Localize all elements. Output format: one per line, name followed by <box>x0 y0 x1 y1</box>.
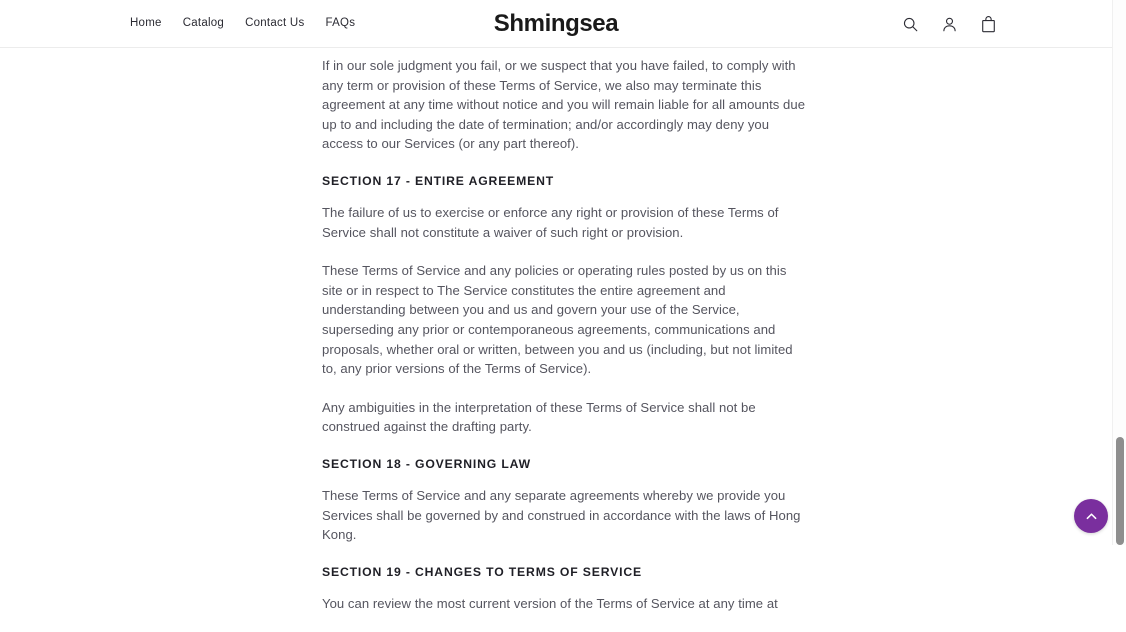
paragraph-ambiguities: Any ambiguities in the interpretation of these Terms of Service shall not be construed against the drafting party. <box>322 399 756 435</box>
page-scrollbar[interactable] <box>1112 0 1126 545</box>
main-content <box>0 48 1112 632</box>
paragraph-entire-agreement: These Terms of Service and any policies or operating rules posted by us on this site or in respect to The Service constitutes the entire agreement and understanding between you and us and govern your use of the Service, superseding any prior or contemporaneous agreements, communications and proposals, whether oral or written, between you and us (including, but not limited to, any prior versions of the Terms of Service). <box>322 263 793 377</box>
account-icon[interactable] <box>938 13 960 35</box>
paragraph-governing-law: These Terms of Service and any separate agreements whereby we provide you Services shall be governed by and construed in accordance with the laws of Hong Kong. <box>322 487 801 543</box>
paragraph-waiver: The failure of us to exercise or enforce any right or provision of these Terms of Service shall not constitute a waiver of such right or provision. <box>322 204 779 240</box>
nav-link-faqs[interactable]: FAQs <box>325 17 356 30</box>
heading-section-19: SECTION 19 - CHANGES TO TERMS OF SERVICE <box>322 564 643 579</box>
terms-of-service-article <box>322 48 808 613</box>
nav-link-contact-us[interactable]: Contact Us <box>245 17 305 30</box>
paragraph-termination: If in our sole judgment you fail, or we suspect that you have failed, to comply with any term or provision of these Terms of Service, we also may terminate this agreement at any time without notice and you will remain liable for all amounts due up to and including the date of termination; and/or accordingly may deny you access to our Services (or any part thereof). <box>322 58 806 152</box>
chevron-up-icon <box>1084 509 1099 524</box>
paragraph-changes-to-terms: You can review the most current version of the Terms of Service at any time at <box>322 595 778 611</box>
main-navigation <box>130 0 355 48</box>
site-header <box>0 0 1112 48</box>
brand-logo-text[interactable]: Shmingsea <box>493 10 619 37</box>
heading-section-18: SECTION 18 - GOVERNING LAW <box>322 456 531 471</box>
scroll-to-top-button[interactable] <box>1074 499 1108 533</box>
page-scrollbar-thumb[interactable] <box>1116 437 1124 545</box>
nav-link-home[interactable]: Home <box>130 17 162 30</box>
header-actions <box>899 0 1112 48</box>
search-icon[interactable] <box>899 13 921 35</box>
cart-icon[interactable] <box>977 13 999 35</box>
heading-section-17: SECTION 17 - ENTIRE AGREEMENT <box>322 173 555 188</box>
nav-link-catalog[interactable]: Catalog <box>182 17 225 30</box>
